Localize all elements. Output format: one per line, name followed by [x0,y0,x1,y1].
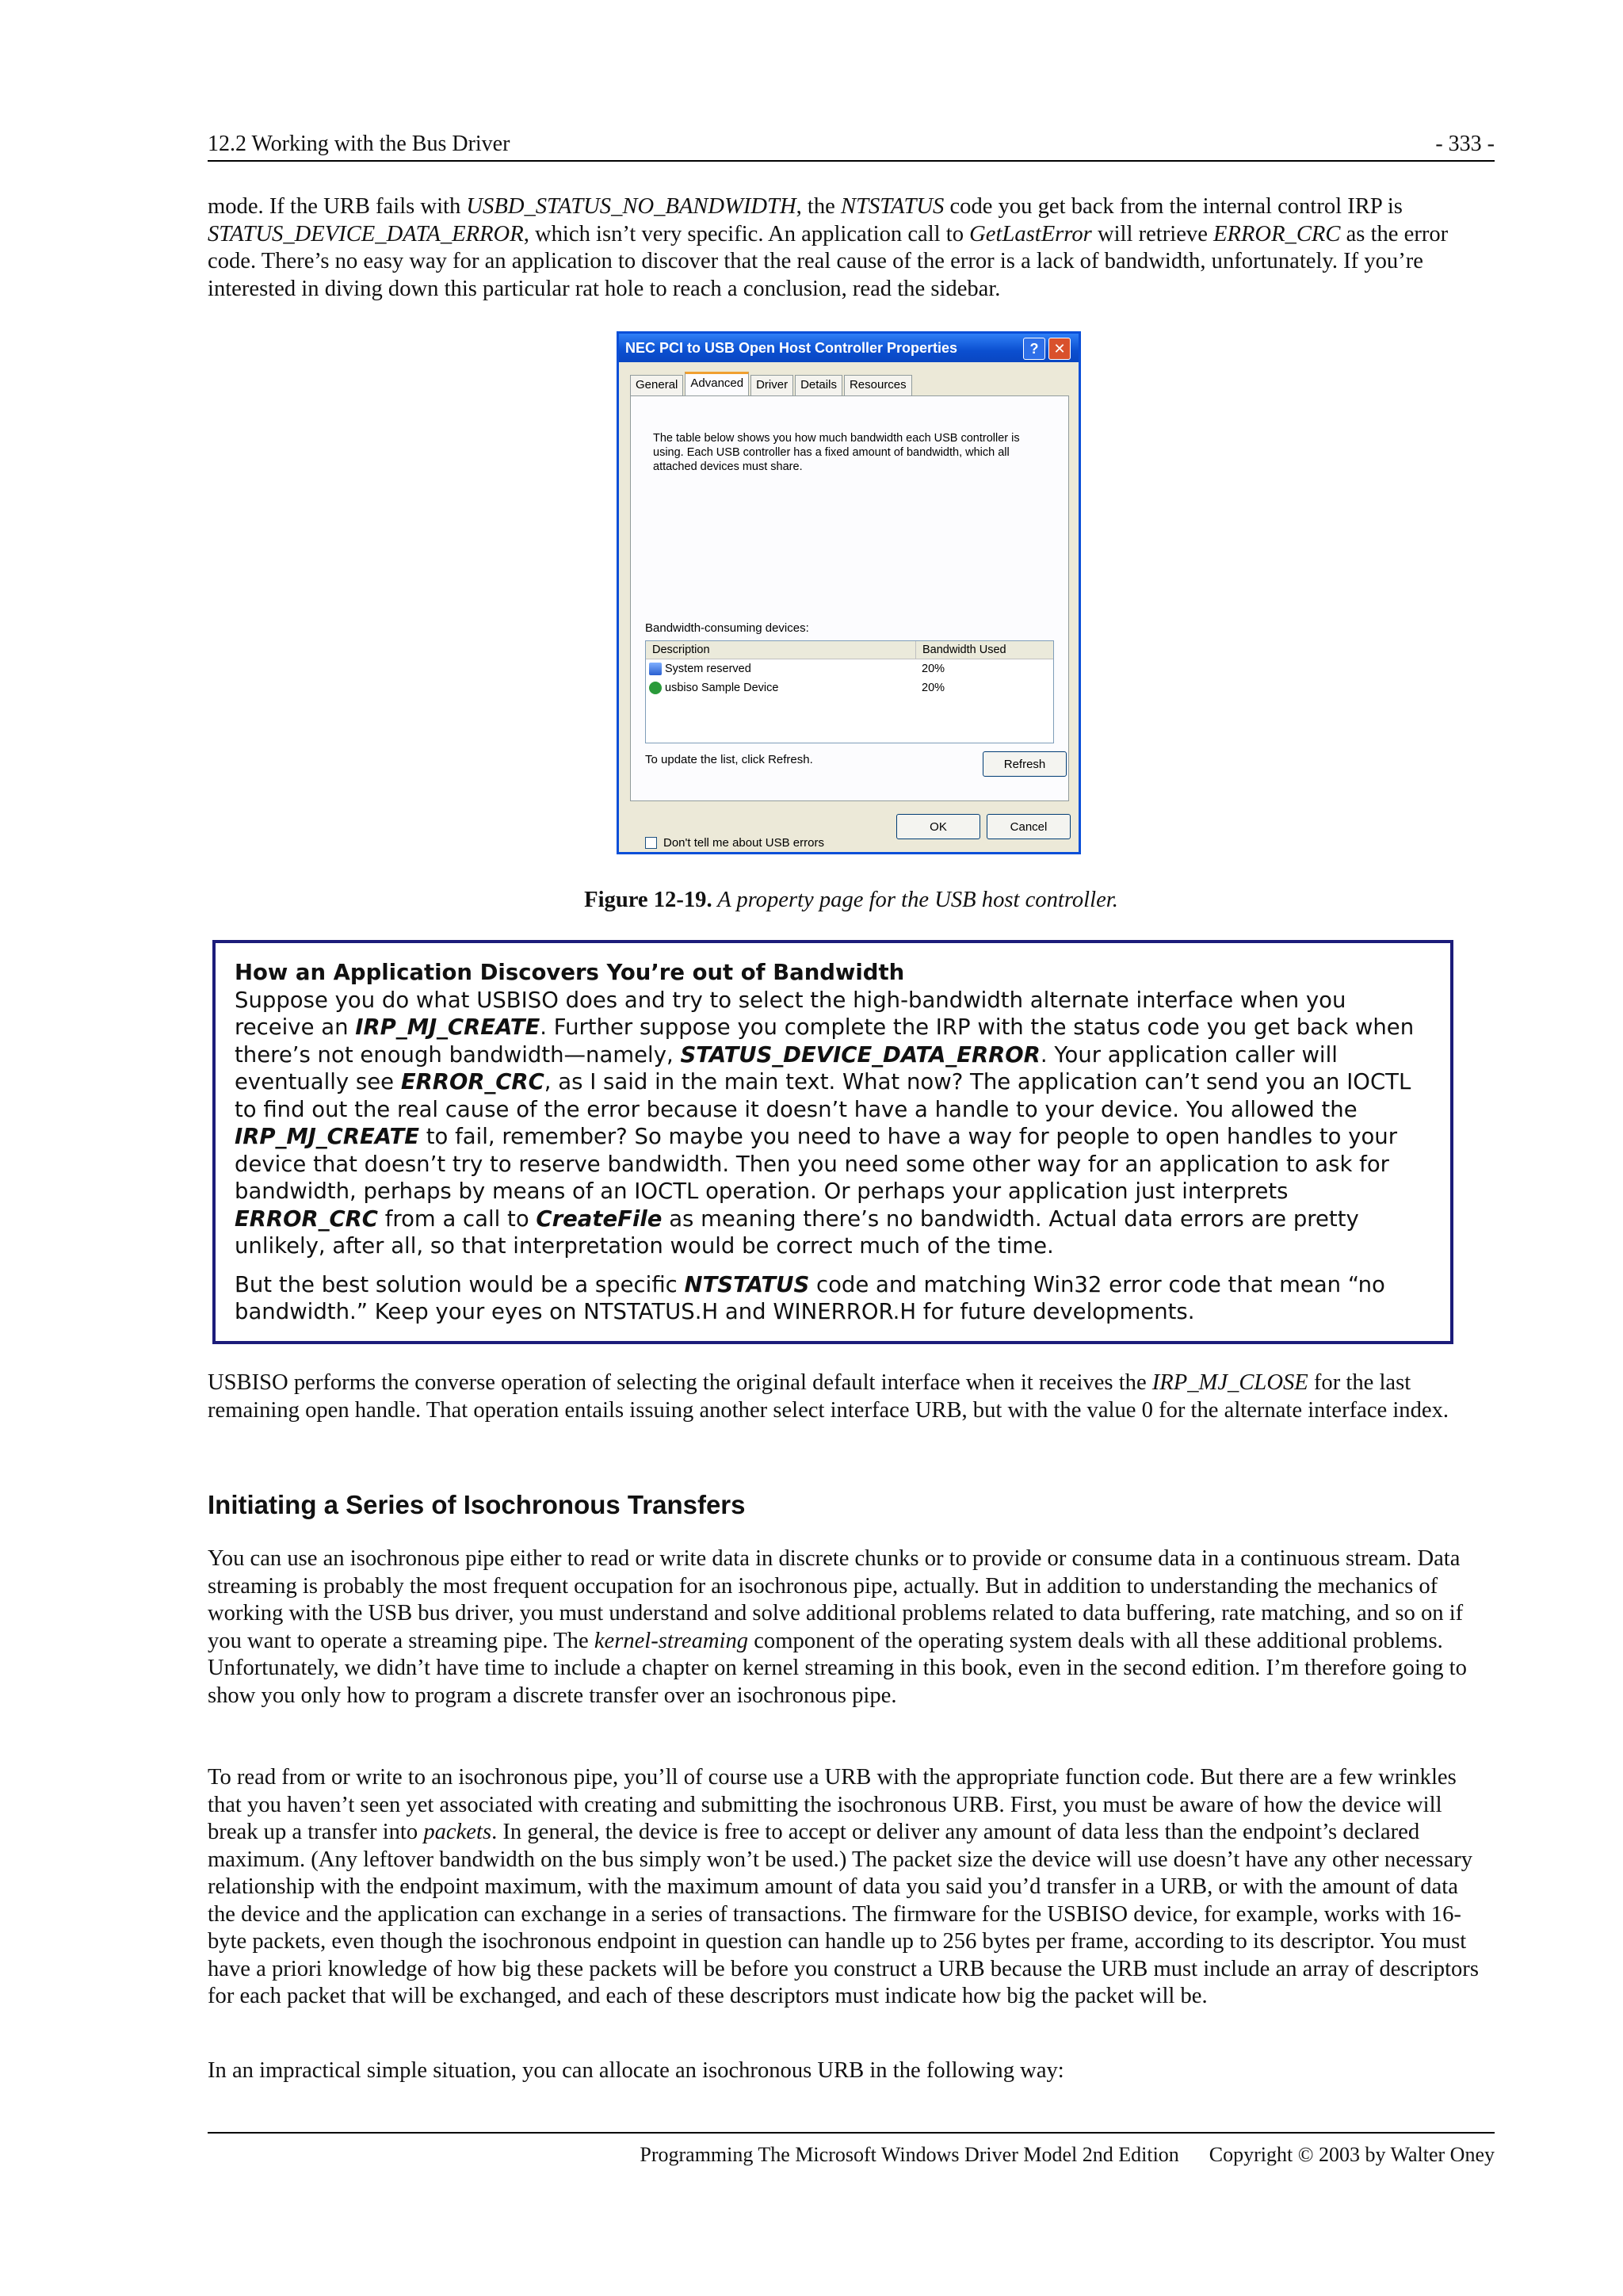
system-device-icon [649,663,662,675]
emphasis: NTSTATUS [841,194,945,219]
row-bandwidth: 20% [922,682,945,694]
emphasis: IRP_MJ_CLOSE [1151,1370,1308,1395]
figure-text: A property page for the USB host controller. [712,888,1118,912]
text: You can use an isochronous pipe either to read or write data in discrete chunks or to provide or consume data in a continuous stream. Data streaming is probably the most frequent occupation for an isochronous pipe, actually. But in addition to understanding the mechanics of working with the USB bus driver, you must understand and solve additional problems related to data buffering, rate matching, and so on if you want to operate a streaming pipe. The [208,1546,1464,1653]
code-term: IRP_MJ_CREATE [355,1014,540,1040]
usb-errors-option[interactable] [645,836,824,850]
tab-advanced[interactable]: Advanced [685,372,749,398]
properties-dialog [617,331,1081,854]
paragraph-urb-failure [208,193,1484,303]
tab-driver[interactable]: Driver [750,375,793,396]
sidebar-paragraph [235,1271,1431,1326]
emphasis: GetLastError [969,221,1092,246]
column-description[interactable]: Description [646,641,916,659]
text: code you get back from the internal control IRP is [944,194,1403,219]
tab-strip [630,375,914,398]
text: . In general, the device is free to accept or deliver any amount of data less than the endpoint’s declared maximum. (Any leftover bandwidth on the bus simply won’t be used.) The packet size the device will use doesn’t have any other necessary relationship with the endpoint maximum, with the maximum amount of data you said you’d transfer in a URB, or with the amount of data the device and the application can exchange in a series of transactions. The firmware for the USBISO device, for example, works with 16-byte packets, even though the isochronous endpoint in question can handle up to 256 bytes per frame, according to its descriptor. You must have a priori knowledge of how big these packets will be before you construct a URB because the URB must include an array of descriptors for each packet that will be exchanged, and each of these descriptors must indicate how big the packet will be. [208,1820,1479,2008]
footer-rule [208,2132,1495,2134]
section-title: 12.2 Working with the Bus Driver [208,132,510,156]
sidebar-box [212,940,1453,1344]
row-description [646,682,918,694]
help-button[interactable] [1023,338,1045,360]
text: , as I said in the main text. What now? The application can’t send you an IOCTL to find out the real cause of the error because it doesn’t have a handle to your device. You allowed the [235,1069,1411,1122]
text: . Your application caller will eventually see [235,1041,1338,1095]
text: , which isn’t very specific. An application call to [523,221,970,246]
page-number: - 333 - [1435,132,1495,156]
list-row[interactable] [646,659,1053,678]
text: to fail, remember? So maybe you need to have a way for people to open handles to your device that doesn’t try to reserve bandwidth. Then you need some other way for an application to ask for bandwidth, perhaps by means of an IOCTL operation. Or perhaps your application just interprets [235,1124,1398,1204]
close-button[interactable] [1048,338,1071,360]
emphasis: ERROR_CRC [1213,221,1341,246]
text: code and matching Win32 error code that mean “no bandwidth.” Keep your eyes on NTSTATUS.H and WINERROR.H for future developments. [235,1271,1385,1324]
emphasis: kernel-streaming [594,1628,749,1653]
text: To read from or write to an isochronous pipe, you’ll of course use a URB with the appropriate function code. But there are a few wrinkles that you haven’t seen yet associated with creating and submitting the isochronous URB. First, you must be aware of how the device will break up a transfer into [208,1765,1457,1844]
paragraph-packets [208,1764,1484,2011]
code-term: ERROR_CRC [400,1069,544,1095]
text: , the [796,194,841,219]
paragraph-allocate: In an impractical simple situation, you can allocate an isochronous URB in the following way: [208,2058,1064,2083]
text: for the last remaining open handle. That operation entails issuing another select interface URB, but with the value 0 for the alternate interface index. [208,1370,1449,1423]
bandwidth-list[interactable] [645,640,1054,743]
code-term: STATUS_DEVICE_DATA_ERROR [680,1041,1041,1068]
dialog-titlebar [619,334,1079,362]
text: USBISO performs the converse operation of selecting the original default interface when it receives the [208,1370,1152,1395]
tab-details[interactable]: Details [795,375,842,396]
dialog-title: NEC PCI to USB Open Host Controller Properties [625,339,958,356]
text: as meaning there’s no bandwidth. Actual data errors are pretty unlikely, after all, so that interpretation would be correct much of the time. [235,1205,1359,1259]
running-head [208,132,1495,162]
intro-text: The table below shows you how much bandwidth each USB controller is using. Each USB controller has a fixed amount of bandwidth, which all attached devices must share. [653,432,1020,473]
page-footer [640,2143,1495,2167]
device-name: usbiso Sample Device [665,682,779,694]
paragraph-close [208,1370,1484,1424]
book-title: Programming The Microsoft Windows Driver Model 2nd Edition [640,2143,1179,2166]
sidebar-paragraph [235,987,1431,1260]
refresh-button[interactable]: Refresh [983,751,1067,777]
code-term: CreateFile [536,1205,663,1232]
code-term: NTSTATUS [684,1271,810,1297]
section-heading: Initiating a Series of Isochronous Transfers [208,1490,746,1519]
text: from a call to [377,1205,537,1232]
list-row[interactable] [646,678,1053,697]
refresh-hint: To update the list, click Refresh. [645,753,813,766]
tab-general[interactable]: General [630,375,683,396]
emphasis: packets [423,1820,492,1844]
text: . Further suppose you complete the IRP with the status code you get back when there’s not enough bandwidth—namely, [235,1014,1415,1068]
paragraph-isochronous-pipe [208,1545,1484,1710]
usb-errors-checkbox[interactable] [645,837,657,849]
column-bandwidth[interactable]: Bandwidth Used [922,644,1006,656]
ok-button[interactable]: OK [896,814,980,839]
close-icon: ✕ [1053,340,1066,357]
sidebar-title: How an Application Discovers You’re out of Bandwidth [235,960,905,985]
text: as the error code. There’s no easy way for an application to discover that the real cause of the error is a lack of bandwidth, unfortunately. If you’re interested in diving down this particular rat hole to reach a conclusion, read the sidebar. [208,221,1449,301]
device-name: System reserved [665,663,751,675]
figure-caption [208,888,1495,913]
checkbox-label: Don't tell me about USB errors [663,836,824,850]
tab-resources[interactable]: Resources [844,375,912,396]
text: component of the operating system deals with all these additional problems. Unfortunately, we didn’t have time to include a chapter on kernel streaming in this book, even in the second edition. I’m therefore going to show you only how to program a discrete transfer over an isochronous pipe. [208,1628,1467,1708]
row-description [646,663,918,675]
text: Suppose you do what USBISO does and try to select the high-bandwidth alternate interface when you receive an [235,987,1346,1040]
text: will retrieve [1091,221,1214,246]
copyright: Copyright © 2003 by Walter Oney [1209,2143,1495,2166]
list-header [646,641,1053,659]
list-label: Bandwidth-consuming devices: [645,621,809,635]
help-icon: ? [1029,340,1039,357]
text: mode. If the URB fails with [208,194,467,219]
emphasis: STATUS_DEVICE_DATA_ERROR [208,221,524,246]
text: But the best solution would be a specific [235,1271,685,1297]
usb-device-icon [649,682,662,694]
emphasis: USBD_STATUS_NO_BANDWIDTH [466,194,796,219]
row-bandwidth: 20% [922,663,945,675]
figure-label: Figure 12-19. [584,888,712,912]
cancel-button[interactable]: Cancel [987,814,1071,839]
code-term: IRP_MJ_CREATE [235,1124,419,1149]
code-term: ERROR_CRC [235,1205,378,1232]
